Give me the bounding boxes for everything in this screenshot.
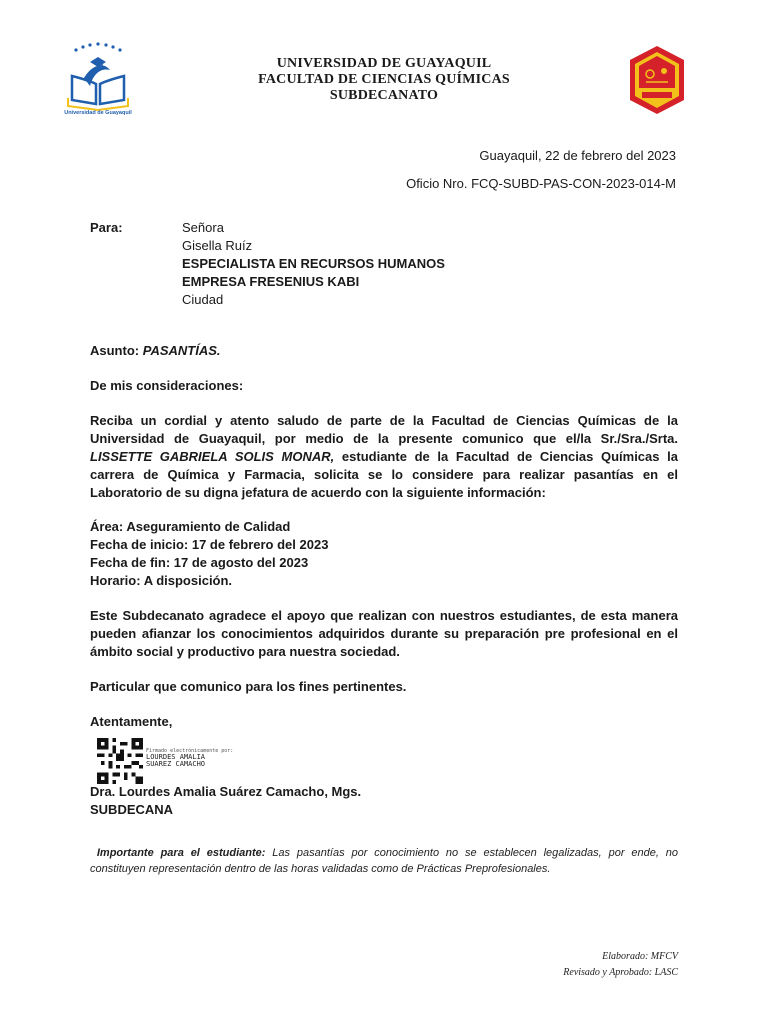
subject-line <box>90 342 221 360</box>
stamp-name-line1: LOURDES AMALIA <box>146 753 206 761</box>
body-paragraph-1 <box>90 412 678 502</box>
notice-label: Importante para el estudiante: <box>96 847 266 859</box>
department-name: SUBDECANATO <box>329 88 439 103</box>
student-notice <box>90 845 678 877</box>
reviewed-by: Revisado y Aprobado: LASC <box>563 967 678 978</box>
detail-end-date: Fecha de fin: 17 de agosto del 2023 <box>90 555 309 570</box>
faculty-name: FACULTAD DE CIENCIAS QUÍMICAS <box>258 72 510 87</box>
greeting: De mis consideraciones: <box>90 378 244 393</box>
detail-start-date: Fecha de inicio: 17 de febrero del 2023 <box>90 537 329 552</box>
closing: Atentamente, <box>90 714 173 729</box>
notice-text: Las pasantías por conocimiento no se establecen legalizadas, por ende, no constituyen representación dentro de las horas validadas como de Prácticas Preprofesionales. <box>90 847 678 875</box>
faculty-logo <box>628 44 686 116</box>
body-paragraph-3: Particular que comunico para los fines pertinentes. <box>90 679 407 694</box>
prepared-by: Elaborado: MFCV <box>602 951 678 962</box>
recipient-city: Ciudad <box>182 292 224 307</box>
document-number: Oficio Nro. FCQ-SUBD-PAS-CON-2023-014-M <box>406 176 676 191</box>
university-name: UNIVERSIDAD DE GUAYAQUIL <box>276 56 492 71</box>
recipient-company: EMPRESA FRESENIUS KABI <box>182 274 360 289</box>
university-logo <box>62 40 134 120</box>
recipient-name: Gisella Ruíz <box>182 238 253 253</box>
signatory-name: Dra. Lourdes Amalia Suárez Camacho, Mgs. <box>90 784 362 799</box>
signature-qr-code <box>96 738 144 784</box>
student-name: LISSETTE GABRIELA SOLIS MONAR, <box>90 449 335 464</box>
signatory-block <box>90 783 361 819</box>
letterhead-title <box>200 56 568 104</box>
signatory-title: SUBDECANA <box>90 802 174 817</box>
stamp-name-line2: SUAREZ CAMACHO <box>146 760 206 768</box>
electronic-signature-stamp <box>146 748 233 768</box>
detail-schedule: Horario: A disposición. <box>90 573 233 588</box>
body-paragraph-1-rest: estudiante de la Facultad de Ciencias Químicas la carrera de Química y Farmacia, solicita se lo considere para realizar pasantías en el Laboratorio de su digna jefatura de acuerdo con la siguiente información: <box>90 449 678 500</box>
detail-area: Área: Aseguramiento de Calidad <box>90 519 291 534</box>
subject-value: PASANTÍAS. <box>142 343 221 358</box>
recipient-position: ESPECIALISTA EN RECURSOS HUMANOS <box>182 256 445 271</box>
internship-details <box>90 518 328 590</box>
body-paragraph-2: Este Subdecanato agradece el apoyo que realizan con nuestros estudiantes, de esta manera pueden afianzar los conocimientos adquiridos durante su preparación pre profesional en el ámbito social y productivo para nuestra sociedad. <box>90 608 678 659</box>
recipient-salutation: Señora <box>182 220 224 235</box>
body-paragraph-1-intro: Reciba un cordial y atento saludo de parte de la Facultad de Ciencias Químicas de la Universidad de Guayaquil, por medio de la presente comunico que el/la Sr./Sra./Srta. <box>90 413 678 446</box>
letter-date: Guayaquil, 22 de febrero del 2023 <box>479 148 676 163</box>
recipient-label: Para: <box>90 220 123 235</box>
university-logo-caption: Universidad de Guayaquil <box>64 110 132 116</box>
recipient-block <box>182 219 445 309</box>
subject-label: Asunto: <box>90 343 140 358</box>
stamp-caption: Firmado electrónicamente por: <box>146 748 234 754</box>
